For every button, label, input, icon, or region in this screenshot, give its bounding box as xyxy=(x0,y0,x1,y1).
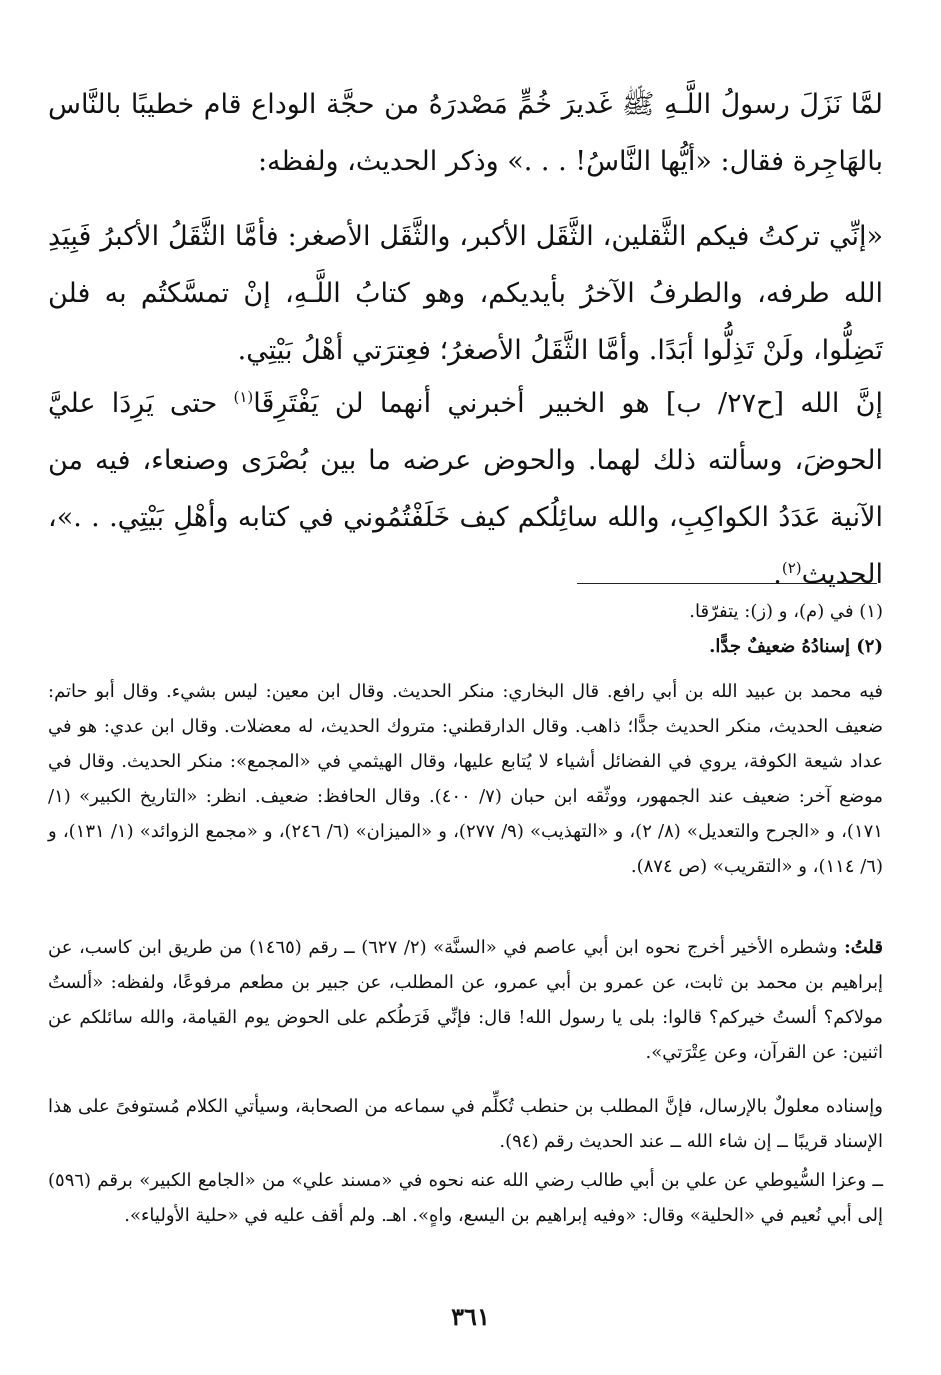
main-paragraph-3 xyxy=(48,375,883,603)
commentary-paragraph-2 xyxy=(48,930,883,1070)
commentary-paragraph-3: وإسناده معلولٌ بالإرسال، فإنَّ المطلب بن حنطب تُكلِّم في سماعه من الصحابة، وسيأتي الكلام مُستوفىً على هذا الإسناد قريبًا ــ إن شاء الله ــ عند الحديث رقم (٩٤). xyxy=(48,1096,883,1152)
main-paragraph-1: لمَّا نَزَلَ رسولُ اللَّـهِ ﷺ غَديرَ خُمٍّ مَصْدرَهُ من حجَّة الوداع قام خطيبًا بالنَّاس بالهَاجِرة فقال: «أيُّها النَّاسُ! . . .» وذكر الحديث، ولفظه: xyxy=(48,89,883,177)
footnote-divider xyxy=(577,583,877,584)
paragraph3-end: . xyxy=(773,559,782,590)
commentary-paragraph-4: ــ وعزا السُّيوطي عن علي بن أبي طالب رضي الله عنه نحوه في «مسند علي» من «الجامع الكبير» برقم (٥٩٦) إلى أبي نُعيم في «الحلية» وقال: «وفيه إبراهيم بن اليسع، واهٍ». اهـ. ولم أقف عليه في «حلية الأولياء». xyxy=(48,1170,883,1226)
hadith-quote-paragraph: «إنِّي تركتُ فيكم الثَّقلين، الثَّقَل الأكبر، والثَّقَل الأصغر: فأمَّا الثَّقَلُ الأكبرُ فَبِيَدِ الله طرفه، والطرفُ الآخرُ بأيديكم، وهو كتابُ اللَّـهِ، إنْ تمسَّكتُم به فلن تَضِلُّوا، ولَنْ تَذِلُّوا أبَدًا. وأمَّا الثَّقَلُ الأصغرُ؛ فعِترَتي أهْلُ بَيْتِي. xyxy=(48,221,883,366)
footnote-2: (٢) إسنادُهُ ضعيفٌ جدًّا. xyxy=(709,636,883,657)
page-number: ٣٦١ xyxy=(451,1302,490,1331)
footnote-ref-2: (٢) xyxy=(781,559,802,577)
footnote-ref-1: (١) xyxy=(233,388,254,406)
paragraph3-text-b: حتى يَرِدَا عليَّ الحوضَ، وسألته ذلك لهما. والحوض عرضه ما بين بُصْرَى وصنعاء، فيه من الآنية عَدَدُ الكواكِبِ، والله سائِلُكم كيف خَلَفْتُمُوني في كتابه وأهْلِ بَيْتِي. . .»، الحديث xyxy=(48,388,883,590)
commentary-paragraph-1: فيه محمد بن عبيد الله بن أبي رافع. قال البخاري: منكر الحديث. وقال ابن معين: ليس بشيء. وقال أبو حاتم: ضعيف الحديث، منكر الحديث جدًّا؛ ذاهب. وقال الدارقطني: متروك الحديث، له معضلات. وقال ابن عدي: هو في عداد شيعة الكوفة، يروي في الفضائل أشياء لا يُتابع عليها، وقال الهيثمي في «المجمع»: منكر الحديث. وقال في موضع آخر: ضعيف عند الجمهور، ووثّقه ابن حبان (٧/ ٤٠٠). وقال الحافظ: ضعيف. انظر: «التاريخ الكبير» (١/ ١٧١)، و «الجرح والتعديل» (٨/ ٢)، و «التهذيب» (٩/ ٢٧٧)، و «الميزان» (٦/ ٢٤٦)، و «مجمع الزوائد» (١/ ١٣١)، و (٦/ ١١٤)، و «التقريب» (ص ٨٧٤). xyxy=(48,681,883,877)
commentary-label: قلتُ: xyxy=(844,937,883,958)
commentary-paragraph-2-text: وشطره الأخير أخرج نحوه ابن أبي عاصم في «السنَّة» (٢/ ٦٢٧) ــ رقم (١٤٦٥) من طريق ابن كاسب، عن إبراهيم بن محمد بن ثابت، عن عمرو بن أبي عمرو، عن المطلب، عن جبير بن مطعم مرفوعًا، ولفظه: «ألستُ مولاكم؟ ألستُ خيركم؟ قالوا: بلى يا رسول الله! قال: فإنِّي فَرَطُكم على الحوض يوم القيامة، والله سائلكم عن اثنين: عن القرآن، وعن عِتْرَتي». xyxy=(48,937,883,1063)
footnote-1: (١) في (م)، و (ز): يتفرّقا. xyxy=(689,601,883,622)
paragraph3-text-a: إنَّ الله [ح٢٧/ ب] هو الخبير أخبرني أنهما لن يَفْتَرِقَا xyxy=(253,388,883,419)
